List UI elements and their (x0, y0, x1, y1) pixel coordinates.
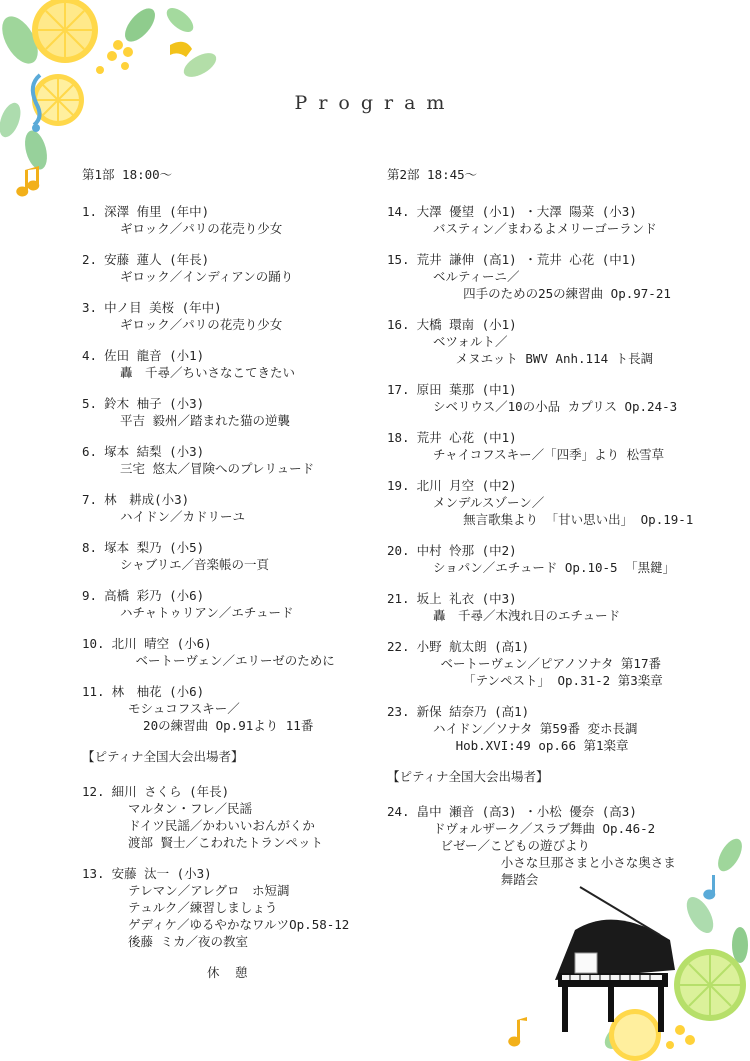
program-entry (82, 395, 382, 429)
program-entry (387, 803, 717, 888)
piece-line: ベツォルト／ (433, 334, 508, 349)
piece-line: Hob.XVI:49 op.66 第1楽章 (433, 738, 629, 753)
performer-line (387, 203, 717, 220)
performer-line (82, 299, 382, 316)
program-entry (82, 539, 382, 573)
performer-line (82, 539, 382, 556)
performer-line (82, 395, 382, 412)
piece-line: メヌエット BWV Anh.114 ト長調 (433, 351, 654, 366)
part2-heading: 第2部 18:45～ (387, 167, 478, 182)
piece-line: 無言歌集より 「甘い思い出」 Op.19-1 (433, 512, 694, 527)
entry-number: 5. (82, 396, 98, 411)
performer-line (387, 590, 717, 607)
piece-line: 「テンペスト」 Op.31-2 第3楽章 (433, 673, 663, 688)
performer-name: 北川 月空 (中2) (416, 478, 517, 493)
entry-number: 16. (387, 317, 410, 332)
program-entry (387, 316, 717, 367)
piece-line: シャブリエ／音楽帳の一頁 (120, 557, 270, 572)
performer-name: 大橋 環南 (小1) (416, 317, 517, 332)
piece-line: ギロック／パリの花売り少女 (120, 221, 283, 236)
piece-line: ギロック／インディアンの踊り (120, 269, 294, 284)
entry-number: 10. (82, 636, 105, 651)
performer-line (82, 491, 382, 508)
performer-name: 塚本 梨乃 (小5) (104, 540, 205, 555)
program-entry (387, 638, 717, 689)
performer-line (82, 683, 382, 700)
entry-number: 19. (387, 478, 410, 493)
piece-line: ギロック／パリの花売り少女 (120, 317, 283, 332)
performer-name: 中村 怜那 (中2) (416, 543, 517, 558)
entry-number: 9. (82, 588, 98, 603)
program-entry (387, 381, 717, 415)
entry-number: 22. (387, 639, 410, 654)
program-entry (82, 203, 382, 237)
performer-line (82, 783, 382, 800)
part1-heading: 第1部 18:00～ (82, 167, 173, 182)
program-entry (82, 783, 382, 851)
performer-line (82, 203, 382, 220)
performer-name: 高橋 彩乃 (小6) (104, 588, 205, 603)
performer-name: 荒井 謙伸 (高1) ・荒井 心花 (中1) (416, 252, 637, 267)
program-entry (387, 203, 717, 237)
piece-line: ショパン／エチュード Op.10-5 「黒鍵」 (433, 560, 676, 575)
performer-name: 安藤 蓮人 (年長) (104, 252, 210, 267)
piece-line: 舞踏会 (433, 872, 539, 887)
part1-entries (82, 203, 382, 734)
piece-line: モシュコフスキー／ (128, 701, 240, 716)
piece-line: ベートーヴェン／ピアノソナタ 第17番 (433, 656, 661, 671)
piece-line: 三宅 悠太／冒険へのプレリュード (120, 461, 315, 476)
entry-number: 13. (82, 866, 105, 881)
performer-line (387, 477, 717, 494)
piece-line: メンデルスゾーン／ (433, 495, 545, 510)
performer-name: 新保 結奈乃 (高1) (416, 704, 530, 719)
part1-column (82, 166, 382, 981)
entry-number: 21. (387, 591, 410, 606)
part2-section-label: 【ピティナ全国大会出場者】 (387, 769, 549, 784)
piece-line: バスティン／まわるよメリーゴーランド (433, 221, 657, 236)
piece-line: 轟 千尋／木洩れ日のエチュード (433, 608, 621, 623)
part1-pitina-entries (82, 783, 382, 950)
piece-line: 後藤 ミカ／夜の教室 (128, 934, 249, 949)
entry-number: 1. (82, 204, 98, 219)
entry-number: 12. (82, 784, 105, 799)
program-entry (82, 299, 382, 333)
part1-section-label: 【ピティナ全国大会出場者】 (82, 749, 244, 764)
piece-line: 平吉 毅州／踏まれた猫の逆襲 (120, 413, 291, 428)
part2-entries (387, 203, 717, 754)
program-entry (82, 635, 382, 669)
performer-line (82, 587, 382, 604)
entry-number: 3. (82, 300, 98, 315)
piece-line: ハイドン／ソナタ 第59番 変ホ長調 (433, 721, 638, 736)
performer-name: 細川 さくら (年長) (111, 784, 230, 799)
performer-name: 中ノ目 美桜 (年中) (104, 300, 222, 315)
piece-line: 轟 千尋／ちいさなこてきたい (120, 365, 296, 380)
performer-line (82, 347, 382, 364)
performer-name: 原田 葉那 (中1) (416, 382, 517, 397)
program-entry (82, 251, 382, 285)
program-entry (387, 542, 717, 576)
performer-name: 林 柚花 (小6) (111, 684, 205, 699)
page-title: Program (294, 92, 456, 114)
performer-name: 大澤 優望 (小1) ・大澤 陽菜 (小3) (416, 204, 637, 219)
program-entry (387, 703, 717, 754)
piece-line: テレマン／アレグロ ホ短調 (128, 883, 290, 898)
performer-line (82, 635, 382, 652)
program-entry (82, 443, 382, 477)
performer-line (82, 251, 382, 268)
piece-line: ゲディケ／ゆるやかなワルツOp.58-12 (128, 917, 350, 932)
performer-line (387, 703, 717, 720)
entry-number: 2. (82, 252, 98, 267)
piece-line: ハチャトゥリアン／エチュード (120, 605, 294, 620)
performer-name: 鈴木 柚子 (小3) (104, 396, 205, 411)
piece-line: シベリウス／10の小品 カプリス Op.24-3 (433, 399, 678, 414)
performer-name: 深澤 侑里 (年中) (104, 204, 210, 219)
piece-line: ベルティーニ／ (433, 269, 520, 284)
program-entry (82, 491, 382, 525)
entry-number: 11. (82, 684, 105, 699)
performer-name: 坂上 礼衣 (中3) (416, 591, 517, 606)
entry-number: 6. (82, 444, 98, 459)
piece-line: ベートーヴェン／エリーゼのために (128, 653, 335, 668)
part2-column (387, 166, 717, 902)
piece-line: 小さな旦那さまと小さな奥さま (433, 855, 676, 870)
performer-name: 畠中 瀬音 (高3) ・小松 優奈 (高3) (416, 804, 637, 819)
part2-pitina-entries (387, 803, 717, 888)
performer-line (387, 316, 717, 333)
performer-name: 小野 航太朗 (高1) (416, 639, 530, 654)
performer-line (82, 443, 382, 460)
program-entry (387, 590, 717, 624)
program-entry (82, 865, 382, 950)
program-entry (387, 477, 717, 528)
piece-line: ビゼー／こどもの遊びより (433, 838, 591, 853)
performer-name: 北川 晴空 (小6) (111, 636, 212, 651)
performer-line (387, 803, 717, 820)
performer-line (387, 429, 717, 446)
program-entry (82, 683, 382, 734)
program-entry (387, 251, 717, 302)
piece-line: 四手のための25の練習曲 Op.97-21 (433, 286, 671, 301)
entry-number: 24. (387, 804, 410, 819)
performer-name: 安藤 汰一 (小3) (111, 866, 212, 881)
performer-name: 荒井 心花 (中1) (416, 430, 517, 445)
piece-line: テュルク／練習しましょう (128, 900, 278, 915)
entry-number: 18. (387, 430, 410, 445)
entry-number: 4. (82, 348, 98, 363)
entry-number: 14. (387, 204, 410, 219)
performer-name: 林 耕成(小3) (104, 492, 190, 507)
entry-number: 17. (387, 382, 410, 397)
performer-line (387, 381, 717, 398)
piece-line: ドイツ民謡／かわいいおんがくか (128, 818, 315, 833)
program-entry (82, 347, 382, 381)
entry-number: 15. (387, 252, 410, 267)
performer-line (387, 542, 717, 559)
piece-line: ハイドン／カドリーユ (120, 509, 246, 524)
performer-line (387, 638, 717, 655)
intermission-label: 休 憩 (207, 965, 252, 980)
entry-number: 23. (387, 704, 410, 719)
piece-line: マルタン・フレ／民謡 (128, 801, 253, 816)
performer-name: 塚本 結梨 (小3) (104, 444, 205, 459)
piece-line: 渡部 賢士／こわれたトランペット (128, 835, 324, 850)
program-entry (82, 587, 382, 621)
performer-line (387, 251, 717, 268)
performer-name: 佐田 龍音 (小1) (104, 348, 205, 363)
entry-number: 8. (82, 540, 98, 555)
entry-number: 20. (387, 543, 410, 558)
piece-line: チャイコフスキー／「四季」より 松雪草 (433, 447, 665, 462)
performer-line (82, 865, 382, 882)
program-entry (387, 429, 717, 463)
piece-line: 20の練習曲 Op.91より 11番 (128, 718, 314, 733)
entry-number: 7. (82, 492, 98, 507)
piece-line: ドヴォルザーク／スラブ舞曲 Op.46-2 (433, 821, 656, 836)
